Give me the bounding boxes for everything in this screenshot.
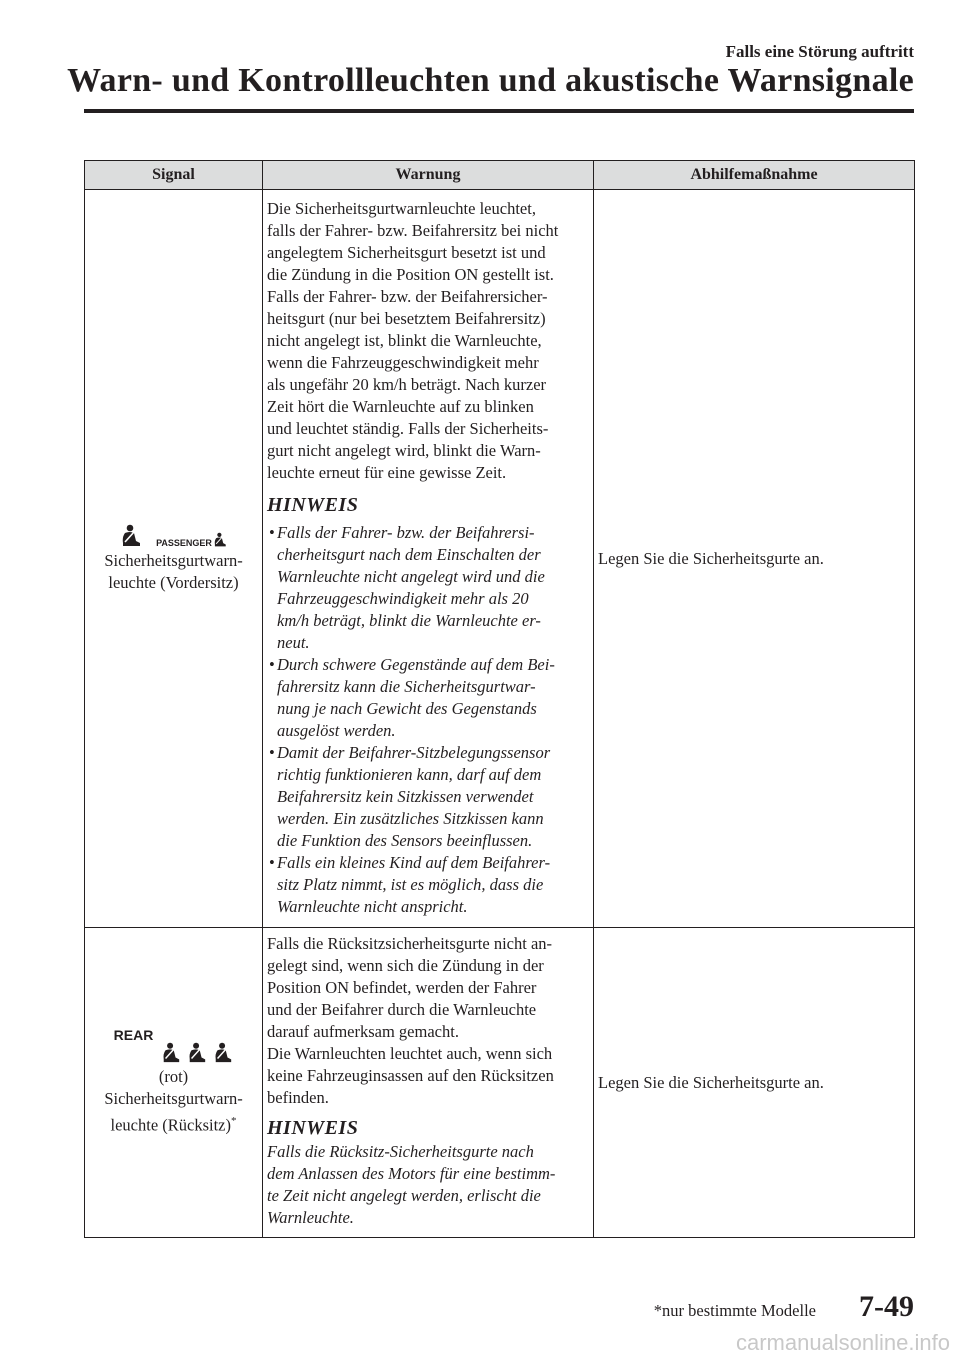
- warning-cell: [263, 190, 594, 928]
- note-line: te Zeit nicht angelegt werden, erlischt die: [267, 1185, 541, 1205]
- note-line: Falls die Rücksitz-Sicherheitsgurte nach: [267, 1141, 534, 1161]
- warning-line: Zeit hört die Warnleuchte auf zu blinken: [267, 396, 534, 416]
- footnote-mark: *: [231, 1115, 237, 1128]
- list-item: [267, 522, 589, 654]
- seatbelt-icon: [120, 524, 142, 548]
- warning-line: wenn die Fahrzeuggeschwindigkeit mehr: [267, 352, 539, 372]
- note-line: Warnleuchte nicht angelegt wird und die: [277, 566, 545, 586]
- bullet-icon: •: [269, 742, 275, 762]
- warning-line: Position ON befindet, werden der Fahrer: [267, 977, 537, 997]
- table-row: [85, 928, 915, 1238]
- note-line: km/h beträgt, blinkt die Warnleuchte er-: [277, 610, 541, 630]
- column-header-signal: Signal: [85, 161, 263, 190]
- warning-line: Falls der Fahrer- bzw. der Beifahrersicher-: [267, 286, 548, 306]
- signal-name-line2: [93, 1110, 254, 1137]
- note-line: Warnleuchte.: [267, 1207, 354, 1227]
- warning-line: heitsgurt (nur bei besetztem Beifahrersitz): [267, 308, 546, 328]
- warning-line: darauf aufmerksam gemacht.: [267, 1021, 459, 1041]
- list-item: [267, 742, 589, 852]
- remedy-cell: Legen Sie die Sicherheitsgurte an.: [594, 190, 915, 928]
- signal-name-text: leuchte (Rücksitz): [110, 1115, 231, 1135]
- passenger-seatbelt-icon: [156, 532, 227, 548]
- warning-text: [267, 198, 589, 484]
- list-item: [267, 852, 589, 918]
- list-item: [267, 654, 589, 742]
- note-title: HINWEIS: [267, 1116, 359, 1139]
- note-line: Fahrzeuggeschwindigkeit mehr als 20: [277, 588, 529, 608]
- note-line: fahrersitz kann die Sicherheitsgurtwar-: [277, 676, 536, 696]
- note-line: richtig funktionieren kann, darf auf dem: [277, 764, 542, 784]
- page-number: 7-49: [859, 1290, 914, 1323]
- warning-line: die Zündung in die Position ON gestellt ist.: [267, 264, 554, 284]
- bullet-icon: •: [269, 852, 275, 872]
- warning-line: nicht angelegt ist, blinkt die Warnleuchte,: [267, 330, 542, 350]
- header-rule: [84, 109, 914, 113]
- signal-cell: [85, 190, 263, 928]
- warning-line: gurt nicht angelegt wird, blinkt die Warn-: [267, 440, 541, 460]
- column-header-warning: Warnung: [263, 161, 594, 190]
- note-line: Falls der Fahrer- bzw. der Beifahrersi-: [277, 522, 535, 542]
- warning-line: falls der Fahrer- bzw. Beifahrersitz bei nicht: [267, 220, 559, 240]
- signal-name-line1: Sicherheitsgurtwarn-: [104, 1089, 243, 1109]
- remedy-cell: Legen Sie die Sicherheitsgurte an.: [594, 928, 915, 1238]
- table-header-row: [85, 161, 915, 190]
- warning-cell: [263, 928, 594, 1238]
- footnote: *nur bestimmte Modelle: [653, 1301, 816, 1320]
- column-header-remedy: Abhilfemaßnahme: [594, 161, 915, 190]
- rear-seatbelt-icon: [114, 1028, 234, 1064]
- note-line: neut.: [277, 632, 310, 652]
- note-line: Damit der Beifahrer-Sitzbelegungssensor: [277, 742, 551, 762]
- note-line: Beifahrersitz kein Sitzkissen verwendet: [277, 786, 534, 806]
- signal-color: (rot): [158, 1067, 189, 1087]
- note-line: Falls ein kleines Kind auf dem Beifahrer-: [277, 852, 551, 872]
- warning-line: befinden.: [267, 1087, 329, 1107]
- note-line: cherheitsgurt nach dem Einschalten der: [277, 544, 541, 564]
- note-text: [267, 1141, 589, 1229]
- note-line: Durch schwere Gegenstände auf dem Bei-: [277, 654, 555, 674]
- signal-name-line1: Sicherheitsgurtwarn-: [104, 550, 243, 570]
- bullet-icon: •: [269, 654, 275, 674]
- note-line: die Funktion des Sensors beeinflussen.: [277, 830, 533, 850]
- note-list: [267, 522, 589, 918]
- warning-line: Die Warnleuchten leuchtet auch, wenn sich: [267, 1043, 553, 1063]
- warning-line: und der Beifahrer durch die Warnleuchte: [267, 999, 537, 1019]
- note-line: ausgelöst werden.: [277, 720, 396, 740]
- rear-label: REAR: [113, 1027, 154, 1044]
- note-line: werden. Ein zusätzliches Sitzkissen kann: [277, 808, 544, 828]
- note-line: sitz Platz nimmt, ist es möglich, dass die: [277, 874, 544, 894]
- warning-line: gelegt sind, wenn sich die Zündung in der: [267, 955, 544, 975]
- warning-line: leuchte erneut für eine gewisse Zeit.: [267, 462, 507, 482]
- page-title: Warn- und Kontrollleuchten und akustische Warnsignale: [67, 62, 914, 99]
- warning-line: Falls die Rücksitzsicherheitsgurte nicht an-: [267, 933, 553, 953]
- signal-icons: [93, 524, 254, 548]
- warning-text: [267, 933, 589, 1109]
- table-row: [85, 190, 915, 928]
- section-subtitle: Falls eine Störung auftritt: [725, 42, 914, 61]
- note-title: HINWEIS: [267, 493, 359, 516]
- signal-cell: [85, 928, 263, 1238]
- note-line: Warnleuchte nicht anspricht.: [277, 896, 468, 916]
- passenger-label: PASSENGER: [156, 537, 212, 548]
- signal-icons: [93, 1028, 254, 1064]
- note-line: nung je nach Gewicht des Gegenstands: [277, 698, 537, 718]
- note-line: dem Anlassen des Motors für eine bestimm-: [267, 1163, 556, 1183]
- warning-line: angelegtem Sicherheitsgurt besetzt ist und: [267, 242, 546, 262]
- bullet-icon: •: [269, 522, 275, 542]
- warning-line: Die Sicherheitsgurtwarnleuchte leuchtet,: [267, 198, 536, 218]
- warning-lights-table: [84, 160, 915, 1238]
- signal-name-line2: leuchte (Vordersitz): [108, 572, 239, 592]
- watermark: carmanualsonline.info: [735, 1330, 950, 1355]
- warning-line: und leuchtet ständig. Falls der Sicherheits-: [267, 418, 549, 438]
- warning-line: keine Fahrzeuginsassen auf den Rücksitzen: [267, 1065, 554, 1085]
- warning-line: als ungefähr 20 km/h beträgt. Nach kurzer: [267, 374, 547, 394]
